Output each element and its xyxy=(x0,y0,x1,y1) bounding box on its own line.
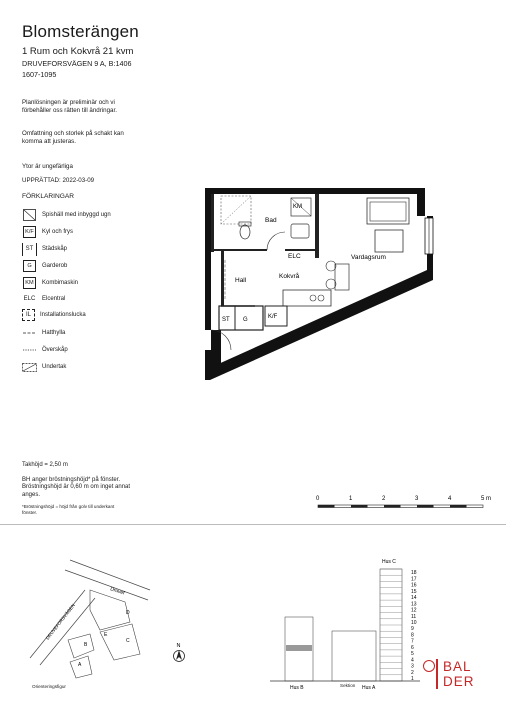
legend-item-washer: KM Kombimaskin xyxy=(22,276,78,290)
floor-number: 2 xyxy=(411,669,414,676)
hob-icon xyxy=(22,209,37,222)
note-preliminary: Planlösningen är preliminär och vi förbehåller oss rätten till ändringar. xyxy=(22,99,117,114)
floor-number: 14 xyxy=(411,595,417,602)
floor-number: 11 xyxy=(411,613,417,620)
hus-c-label: Hus C xyxy=(382,559,396,565)
scale-bar-segment xyxy=(417,505,434,508)
cleaning-cabinet-symbol: ST xyxy=(22,243,37,256)
floor-plan xyxy=(195,180,435,380)
room-label-elc: ELC xyxy=(288,253,301,260)
north-label: N xyxy=(176,643,181,649)
scale-tick-label: 4 xyxy=(448,496,452,502)
section-caption: Sektion xyxy=(340,683,356,688)
room-label-hall: Hall xyxy=(235,277,247,284)
floor-number: 13 xyxy=(411,601,417,608)
scale-tick-label: 0 xyxy=(316,496,320,502)
legend-item-lowered-ceiling: Undertak xyxy=(22,360,66,374)
electrical-panel-symbol: ELC xyxy=(23,296,36,302)
scale-tick-label: 5 m xyxy=(481,496,492,502)
scale-tick-label: 1 xyxy=(349,496,353,502)
floor-number: 5 xyxy=(411,651,414,658)
room-label-g: G xyxy=(243,317,248,323)
site-label-b: B xyxy=(84,642,88,648)
scale-bar-segment xyxy=(318,505,335,508)
legend-item-cleaning-cabinet: ST Städskåp xyxy=(22,242,67,256)
scale-bar-segment xyxy=(450,505,467,508)
floor-number: 3 xyxy=(411,663,414,670)
legend-item-wall-cabinet: Överskåp xyxy=(22,343,68,357)
note-shaft: Omfattning och storlek på schakt kan komma att justeras. xyxy=(22,130,124,145)
floor-number: 6 xyxy=(411,644,414,651)
scale-tick-label: 3 xyxy=(415,496,419,502)
window-sill-note: BH anger bröstningshöjd* på fönster. Bröstningshöjd är 0,60 m om inget annat anges. xyxy=(22,477,131,498)
legend-item-hatch: IL Installationslucka xyxy=(22,308,86,322)
dining-table xyxy=(335,264,349,290)
logo-divider xyxy=(436,659,438,689)
scale-bar xyxy=(310,490,490,514)
room-label-st: ST xyxy=(222,317,230,323)
legend-item-hat-shelf: Hatthylla xyxy=(22,326,65,340)
floor-number: 18 xyxy=(411,570,417,577)
site-caption: Orienteringsfigur xyxy=(32,684,66,689)
room-label-km: KM xyxy=(293,204,302,210)
room-label-vardagsrum: Vardagsrum xyxy=(351,254,386,261)
balder-logo-icon xyxy=(423,660,435,672)
floor-number: 4 xyxy=(411,657,414,664)
note-areas: Ytor är ungefärliga xyxy=(22,163,73,170)
floor-number: 7 xyxy=(411,638,414,645)
coffee-table xyxy=(375,230,403,252)
floor-number: 16 xyxy=(411,582,417,589)
floor-number: 17 xyxy=(411,576,417,583)
apartment-subtitle: 1 Rum och Kokvrå 21 kvm xyxy=(22,46,134,57)
floor-number: 9 xyxy=(411,626,414,633)
floor-number: 1 xyxy=(411,676,414,682)
room-label-kokvra: Kokvrå xyxy=(279,273,300,280)
logo-line-2: DER xyxy=(443,674,475,689)
section-divider xyxy=(0,524,506,525)
legend-item-fridge: K/F Kyl och frys xyxy=(22,225,73,239)
site-label-e: E xyxy=(104,632,108,638)
room-label-kf: K/F xyxy=(268,314,278,320)
hus-a-label: Hus A xyxy=(362,685,376,691)
object-number: 1607-1095 xyxy=(22,70,57,79)
building-c xyxy=(100,624,140,660)
floor-number: 12 xyxy=(411,607,417,614)
hus-a-outline xyxy=(332,631,376,681)
scale-bar-segment xyxy=(351,505,368,508)
building-d xyxy=(90,590,130,630)
legend-heading: FÖRKLARINGAR xyxy=(22,193,75,200)
window-sill-footnote: *Bröstningshöjd = höjd från golv till underkant fönster. xyxy=(22,504,115,515)
room-label-bad: Bad xyxy=(265,217,277,224)
scale-tick-label: 2 xyxy=(382,496,386,502)
hat-shelf-icon xyxy=(22,327,37,340)
hatch-symbol: IL xyxy=(22,309,35,321)
logo-line-1: BAL xyxy=(443,659,472,674)
site-label-a: A xyxy=(78,662,82,668)
scale-bar-segment xyxy=(384,505,401,508)
fridge-symbol: K/F xyxy=(23,226,36,238)
building-b xyxy=(68,634,94,658)
section-drawing xyxy=(270,555,430,695)
site-label-d: D xyxy=(126,610,130,616)
lowered-ceiling-icon xyxy=(22,361,37,374)
ceiling-height: Takhöjd = 2,50 m xyxy=(22,462,68,468)
floor-number: 15 xyxy=(411,588,417,595)
legend-item-hob: Spishäll med inbyggd ugn xyxy=(22,208,111,222)
bathroom-sink xyxy=(291,224,309,238)
road-label: Druvef xyxy=(109,586,126,597)
legend-item-electrical-panel: ELC Elcentral xyxy=(22,292,65,306)
road-label-2: DRUVEFORSVÄGEN xyxy=(44,602,76,641)
page-title: Blomsterängen xyxy=(22,22,139,41)
floor-number: 10 xyxy=(411,620,417,626)
wardrobe-symbol: G xyxy=(23,260,36,272)
note-created: UPPRÄTTAD: 2022-03-09 xyxy=(22,177,95,184)
address: DRUVEFORSVÄGEN 9 A, B:1406 xyxy=(22,59,132,68)
toilet xyxy=(240,225,250,239)
bathroom-wall xyxy=(315,194,319,258)
site-label-c: C xyxy=(126,638,130,644)
hus-b-label: Hus B xyxy=(290,685,304,691)
north-arrow-icon xyxy=(170,640,188,666)
floor-number: 8 xyxy=(411,632,414,639)
legend-item-wardrobe: G Garderob xyxy=(22,259,67,273)
washer-symbol: KM xyxy=(23,277,36,289)
wall-cabinet-icon xyxy=(22,344,37,357)
